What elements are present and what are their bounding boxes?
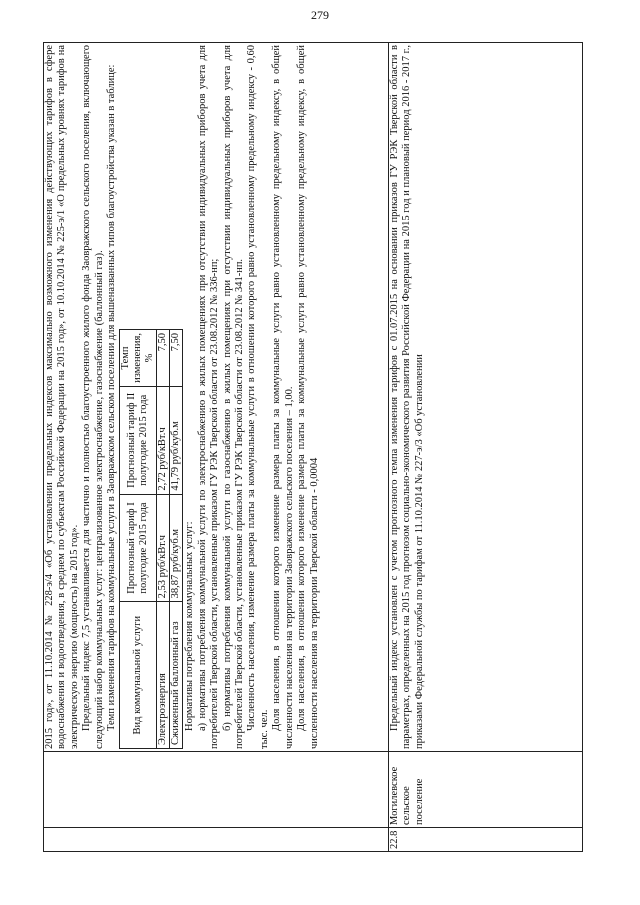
- paragraph: Предельный индекс 7,5 устанавливается для частично и полностью благоустроенного жилого фонда Заовражского сельского поселения, включающего следующий набор коммунальных услуг: централизованное электроснабжение, газоснабжение (баллонный газ).: [81, 45, 105, 749]
- tariff-cell: 7,50: [170, 330, 183, 387]
- paragraph: 2015 год», от 11.10.2014 № 228-э/4 «Об установлении предельных индексов максимально возможного изменения действующих тарифов в сфере водоснабжения и водоотведения, в среднем по субъектам Российской Федерации на 2015 год», от 10.10.2014 № 225-э/1 «О предельных уровнях тарифов на электрическую энергию (мощность) на 2015 год».: [44, 45, 80, 749]
- tariff-cell: 2,53 руб/кВт.ч: [157, 494, 170, 602]
- tariff-row: [170, 330, 183, 749]
- page-number: 279: [311, 8, 329, 22]
- row-name-cell: Могилевское сельское поселение: [389, 752, 583, 828]
- tariff-cell: 41,79 руб/куб.м: [170, 386, 183, 494]
- row-content-cell: [389, 43, 583, 752]
- table-row-previous: [44, 43, 389, 852]
- table-row-current: [389, 43, 583, 852]
- tariff-row: [157, 330, 170, 749]
- paragraph: Предельный индекс установлен с учетом прогнозного темпа изменения тарифов с 01.07.2015 на основании приказов ГУ РЭК Тверской области в параметрах, определенных на 2015 год прогнозом социально-экономического развития Российской Федерации на 2015 год и плановый период 2016 - 2017 г., приказами Федеральной службы по тарифам от 11.10.2014 № 227-э/3 «Об установлении: [389, 45, 425, 749]
- tariff-table: [119, 329, 183, 749]
- paragraph: Темп изменения тарифов на коммунальные услуги в Заовражском сельском поселении для вышеназванных типов благоустройства указан в таблице:: [106, 64, 118, 731]
- tariff-header-cell: Прогнозный тариф I полугодие 2015 года: [120, 494, 157, 602]
- row-number-cell-empty: [44, 828, 389, 852]
- row-content-cell: [44, 43, 389, 752]
- tariff-cell: 7,50: [157, 330, 170, 387]
- tariff-cell: 2,72 руб/кВт.ч: [157, 386, 170, 494]
- tariff-header-row: [120, 330, 157, 749]
- paragraph: Нормативы потребления коммунальных услуг:: [184, 521, 196, 731]
- tariff-header-cell: Темп изменения, %: [120, 330, 157, 387]
- paragraph: Численность населения, изменение размера платы за коммунальные услуги в отношении которого равно установленному предельному индексу - 0,60 тыс. чел.: [246, 45, 270, 749]
- row-number-cell: 22.8: [389, 828, 583, 852]
- paragraph: Доля населения, в отношении которого изменение размера платы за коммунальные услуги равно установленному предельному индексу, в общей численности населения на территории Тверской области - 0,0004: [296, 45, 320, 749]
- paragraph: б) нормативы потребления коммунальной услуги по газоснабжению в жилых помещениях при отсутствии индивидуальных приборов учета для потребителей Тверской области, установленные приказом ГУ РЭК Тверской области от 23.08.2012 № 341-нп.: [221, 45, 246, 749]
- tariff-cell: Электроэнергия: [157, 602, 170, 749]
- row-name-cell-empty: [44, 752, 389, 828]
- paragraph: а) нормативы потребления коммунальной услуги по электроснабжению в жилых помещениях при отсутствии индивидуальных приборов учета для потребителей Тверской области, установленные приказом ГУ РЭК Тверской области от 23.08.2012 № 336-нп;: [196, 45, 221, 749]
- tariff-header-cell: Вид коммунальной услуги: [120, 602, 157, 749]
- tariff-cell: Сжиженный баллонный газ: [170, 602, 183, 749]
- rotated-page-content: [43, 42, 583, 852]
- tariff-header-cell: Прогнозный тариф II полугодие 2015 года: [120, 386, 157, 494]
- paragraph: Доля населения, в отношении которого изменение размера платы за коммунальные услуги равно установленному предельному индексу, в общей численности населения на территории Заовражского сельского поселения – 1,00.: [271, 45, 295, 749]
- document-table: [43, 42, 583, 852]
- tariff-cell: 38,87 руб/куб.м: [170, 494, 183, 602]
